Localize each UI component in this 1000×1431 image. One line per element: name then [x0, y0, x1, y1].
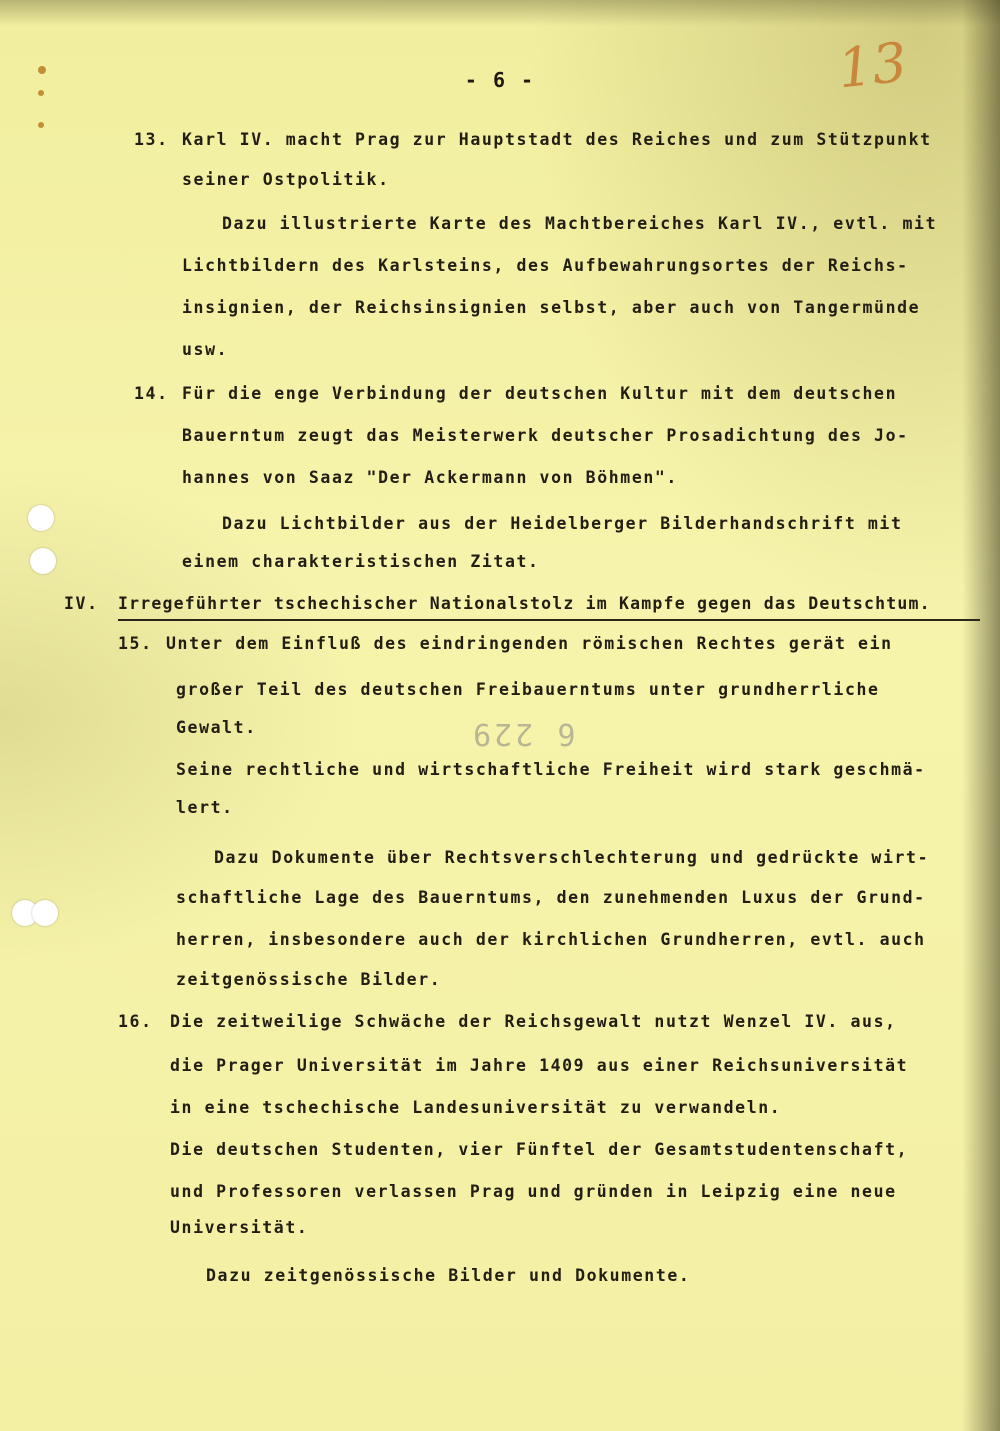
section-14-line: Für die enge Verbindung der deutschen Kultur mit dem deutschen	[182, 384, 898, 403]
section-number-16: 16.	[118, 1012, 153, 1031]
page-shadow-right	[962, 0, 1000, 1431]
section-13-line: seiner Ostpolitik.	[182, 170, 390, 189]
section-number-14: 14.	[134, 384, 169, 403]
section-15-line: großer Teil des deutschen Freibauerntums unter grundherrliche	[176, 680, 880, 699]
section-16-line: und Professoren verlassen Prag und gründen in Leipzig eine neue	[170, 1182, 897, 1201]
section-number-13: 13.	[134, 130, 169, 149]
section-15-line: lert.	[176, 798, 234, 817]
chapter-number-iv: IV.	[64, 594, 99, 613]
section-13-note-line: Dazu illustrierte Karte des Machtbereiches Karl IV., evtl. mit	[222, 214, 938, 233]
rust-stain	[38, 122, 44, 128]
section-14-line: Bauerntum zeugt das Meisterwerk deutscher Prosadichtung des Jo-	[182, 426, 909, 445]
handwritten-folio-number: 13	[834, 30, 910, 101]
section-13-line: Karl IV. macht Prag zur Hauptstadt des Reiches und zum Stützpunkt	[182, 130, 932, 149]
section-13-note-line: insignien, der Reichsinsignien selbst, aber auch von Tangermünde	[182, 298, 921, 317]
heading-underline	[118, 619, 980, 621]
punch-hole	[32, 900, 58, 926]
section-16-line: Die deutschen Studenten, vier Fünftel der Gesamtstudentenschaft,	[170, 1140, 909, 1159]
punch-hole	[28, 505, 54, 531]
section-15-note-line: schaftliche Lage des Bauerntums, den zunehmenden Luxus der Grund-	[176, 888, 926, 907]
section-14-note-line: Dazu Lichtbilder aus der Heidelberger Bilderhandschrift mit	[222, 514, 903, 533]
section-15-note-line: Dazu Dokumente über Rechtsverschlechterung und gedrückte wirt-	[214, 848, 930, 867]
section-13-note-line: usw.	[182, 340, 229, 359]
section-15-line: Unter dem Einfluß des eindringenden römischen Rechtes gerät ein	[166, 634, 893, 653]
section-number-15: 15.	[118, 634, 153, 653]
section-15-line: Gewalt.	[176, 718, 257, 737]
section-16-line: Die zeitweilige Schwäche der Reichsgewalt nutzt Wenzel IV. aus,	[170, 1012, 897, 1031]
section-16-line: Universität.	[170, 1218, 309, 1237]
rust-stain	[38, 66, 46, 74]
section-15-note-line: herren, insbesondere auch der kirchlichen Grundherren, evtl. auch	[176, 930, 926, 949]
section-13-note-line: Lichtbildern des Karlsteins, des Aufbewahrungsortes der Reichs-	[182, 256, 909, 275]
page-number: - 6 -	[464, 68, 536, 92]
section-16-line: die Prager Universität im Jahre 1409 aus einer Reichsuniversität	[170, 1056, 909, 1075]
rust-stain	[38, 90, 44, 96]
bleed-through-stamp: 6 229	[470, 716, 576, 751]
section-16-note-line: Dazu zeitgenössische Bilder und Dokumente.	[206, 1266, 691, 1285]
punch-hole	[30, 548, 56, 574]
section-15-line: Seine rechtliche und wirtschaftliche Freiheit wird stark geschmä-	[176, 760, 926, 779]
section-16-line: in eine tschechische Landesuniversität zu verwandeln.	[170, 1098, 782, 1117]
page-shadow-top	[0, 0, 1000, 26]
chapter-heading: Irregeführter tschechischer Nationalstolz im Kampfe gegen das Deutschtum.	[118, 594, 931, 613]
section-14-line: hannes von Saaz "Der Ackermann von Böhmen".	[182, 468, 678, 487]
section-14-note-line: einem charakteristischen Zitat.	[182, 552, 540, 571]
section-15-note-line: zeitgenössische Bilder.	[176, 970, 442, 989]
